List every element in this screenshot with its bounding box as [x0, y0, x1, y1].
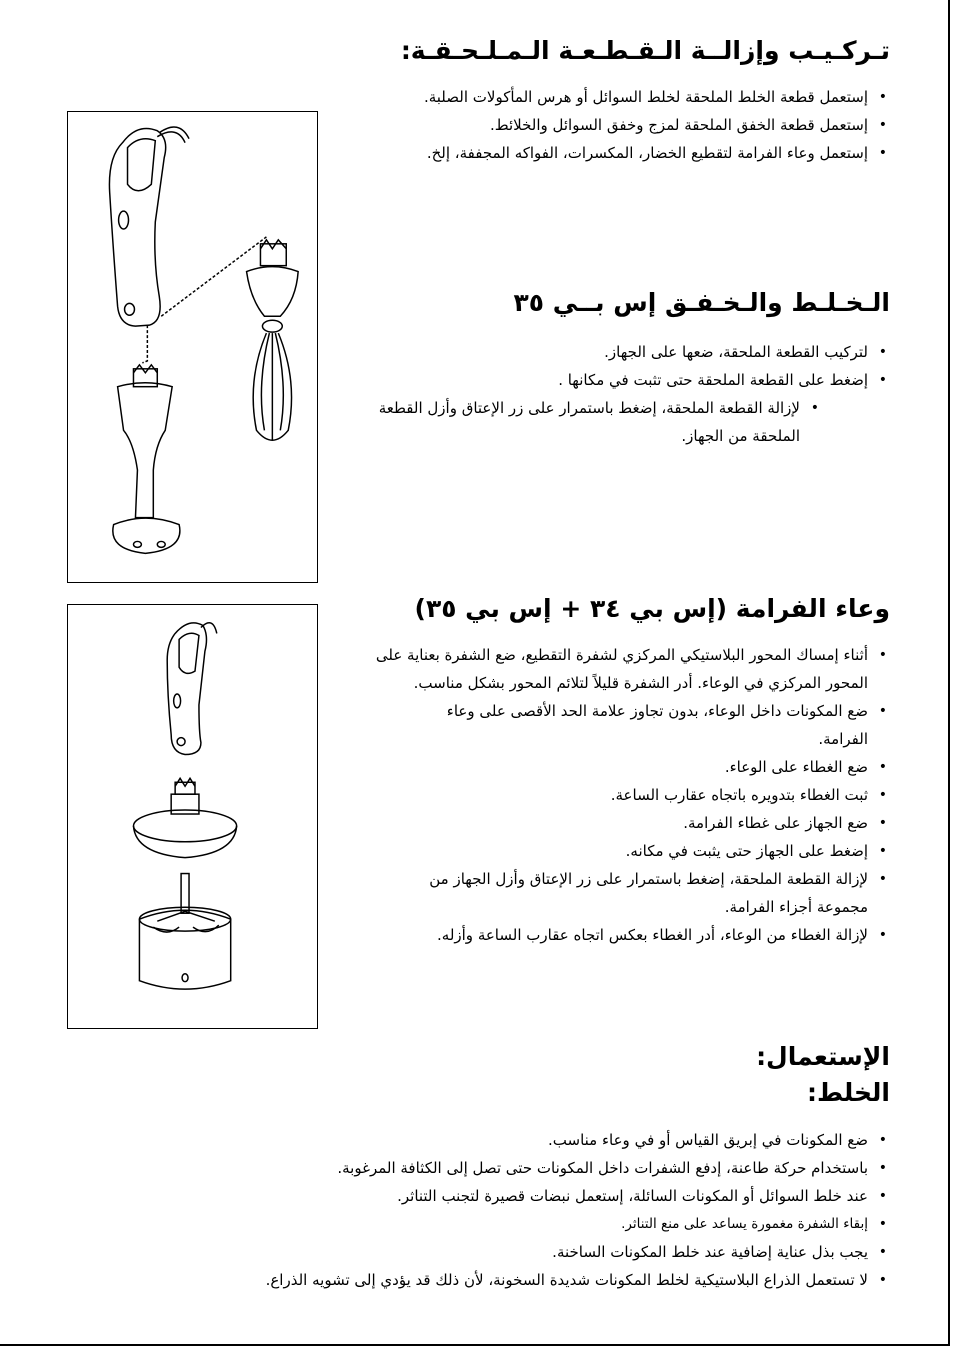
list-item: • ضع الجهاز على غطاء الفرامة. — [370, 809, 890, 837]
section-chopper-list — [370, 641, 890, 949]
section-chopper — [350, 592, 890, 949]
section-usage — [100, 1040, 890, 1294]
list-item: • لإزالة القطعة الملحقة، إضغط باستمرار على زر الإعتاق وأزل القطعة الملحقة من الجهاز. — [350, 394, 822, 450]
list-item: • لإزالة القطعة الملحقة، إضغط باستمرار على زر الإعتاق وأزل الجهاز من مجموعة أجزاء الفرامة. — [378, 865, 890, 921]
list-item: • عند خلط السوائل أو المكونات السائلة، إستعمل نبضات قصيرة لتجنب التناثر. — [100, 1182, 890, 1210]
list-item: • لتركيب القطعة الملحقة، ضعها على الجهاز. — [350, 338, 890, 366]
list-item: • ضع المكونات في إبريق القياس أو في وعاء مناسب. — [100, 1126, 890, 1154]
section-attach-title: تـركـيـب وإزالــة الـقـطـعـة الـمـلـحـقـة: — [400, 36, 890, 65]
list-item: • إضغط على القطعة الملحقة حتى تثبت في مكانها . — [350, 366, 890, 394]
section-attach — [270, 34, 890, 167]
list-item: • إضغط على الجهاز حتى يثبت في مكانه. — [370, 837, 890, 865]
list-item: • إستعمل قطعة الخلط الملحقة لخلط السوائل أو هرس المأكولات الصلبة. — [270, 83, 890, 111]
list-item: • ثبت الغطاء بتدويره باتجاه عقارب الساعة. — [370, 781, 890, 809]
section-blend-whisk — [350, 286, 890, 450]
list-item: • إستعمل قطعة الخفق الملحقة لمزج وخفق السوائل والخلائط. — [270, 111, 890, 139]
list-item: • لا تستعمل الذراع البلاستيكية لخلط المكونات شديدة السخونة، لأن ذلك قد يؤدي إلى تشويه الذراع. — [100, 1266, 890, 1294]
chopper-illustration — [67, 604, 318, 1029]
blender-whisk-illustration — [67, 111, 318, 583]
list-item: • ضع الغطاء على الوعاء. — [370, 753, 890, 781]
list-item: • لإزالة الغطاء من الوعاء، أدر الغطاء بعكس اتجاه عقارب الساعة وأزله. — [370, 921, 890, 949]
list-item: • أثناء إمساك المحور البلاستيكي المركزي لشفرة التقطيع، ضع الشفرة بعناية على المحور المركزي في الوعاء. أدر الشفرة قليلاً لتلائم المحور بشكل مناسب. — [370, 641, 890, 697]
section-chopper-title: وعاء الفرامة (إس بي ٣٤ + إس بي ٣٥) — [414, 594, 890, 623]
section-blend-whisk-list — [350, 338, 890, 450]
chopper-drawing — [68, 605, 317, 1028]
section-usage-subtitle: الخلط: — [807, 1078, 890, 1107]
section-blend-whisk-title: الـخـلـط والـخـفـق إس بــي ٣٥ — [513, 288, 890, 317]
list-item: • ضع المكونات داخل الوعاء، بدون تجاوز علامة الحد الأقصى على وعاء الفرامة. — [406, 697, 890, 753]
section-usage-list — [100, 1126, 890, 1294]
list-item: • يجب بذل عناية إضافية عند خلط المكونات الساخنة. — [100, 1238, 890, 1266]
section-attach-list — [270, 83, 890, 167]
list-item: • إستعمل وعاء الفرامة لتقطيع الخضار، المكسرات، الفواكه المجففة، إلخ. — [270, 139, 890, 167]
list-item: • باستخدام حركة طاعنة، إدفع الشفرات داخل المكونات حتى تصل إلى الكثافة المرغوبة. — [100, 1154, 890, 1182]
list-item: • إبقاء الشفرة مغمورة يساعد على منع التناثر. — [100, 1210, 890, 1238]
section-usage-title: الإستعمال: — [756, 1042, 890, 1071]
blender-whisk-drawing — [68, 112, 317, 582]
